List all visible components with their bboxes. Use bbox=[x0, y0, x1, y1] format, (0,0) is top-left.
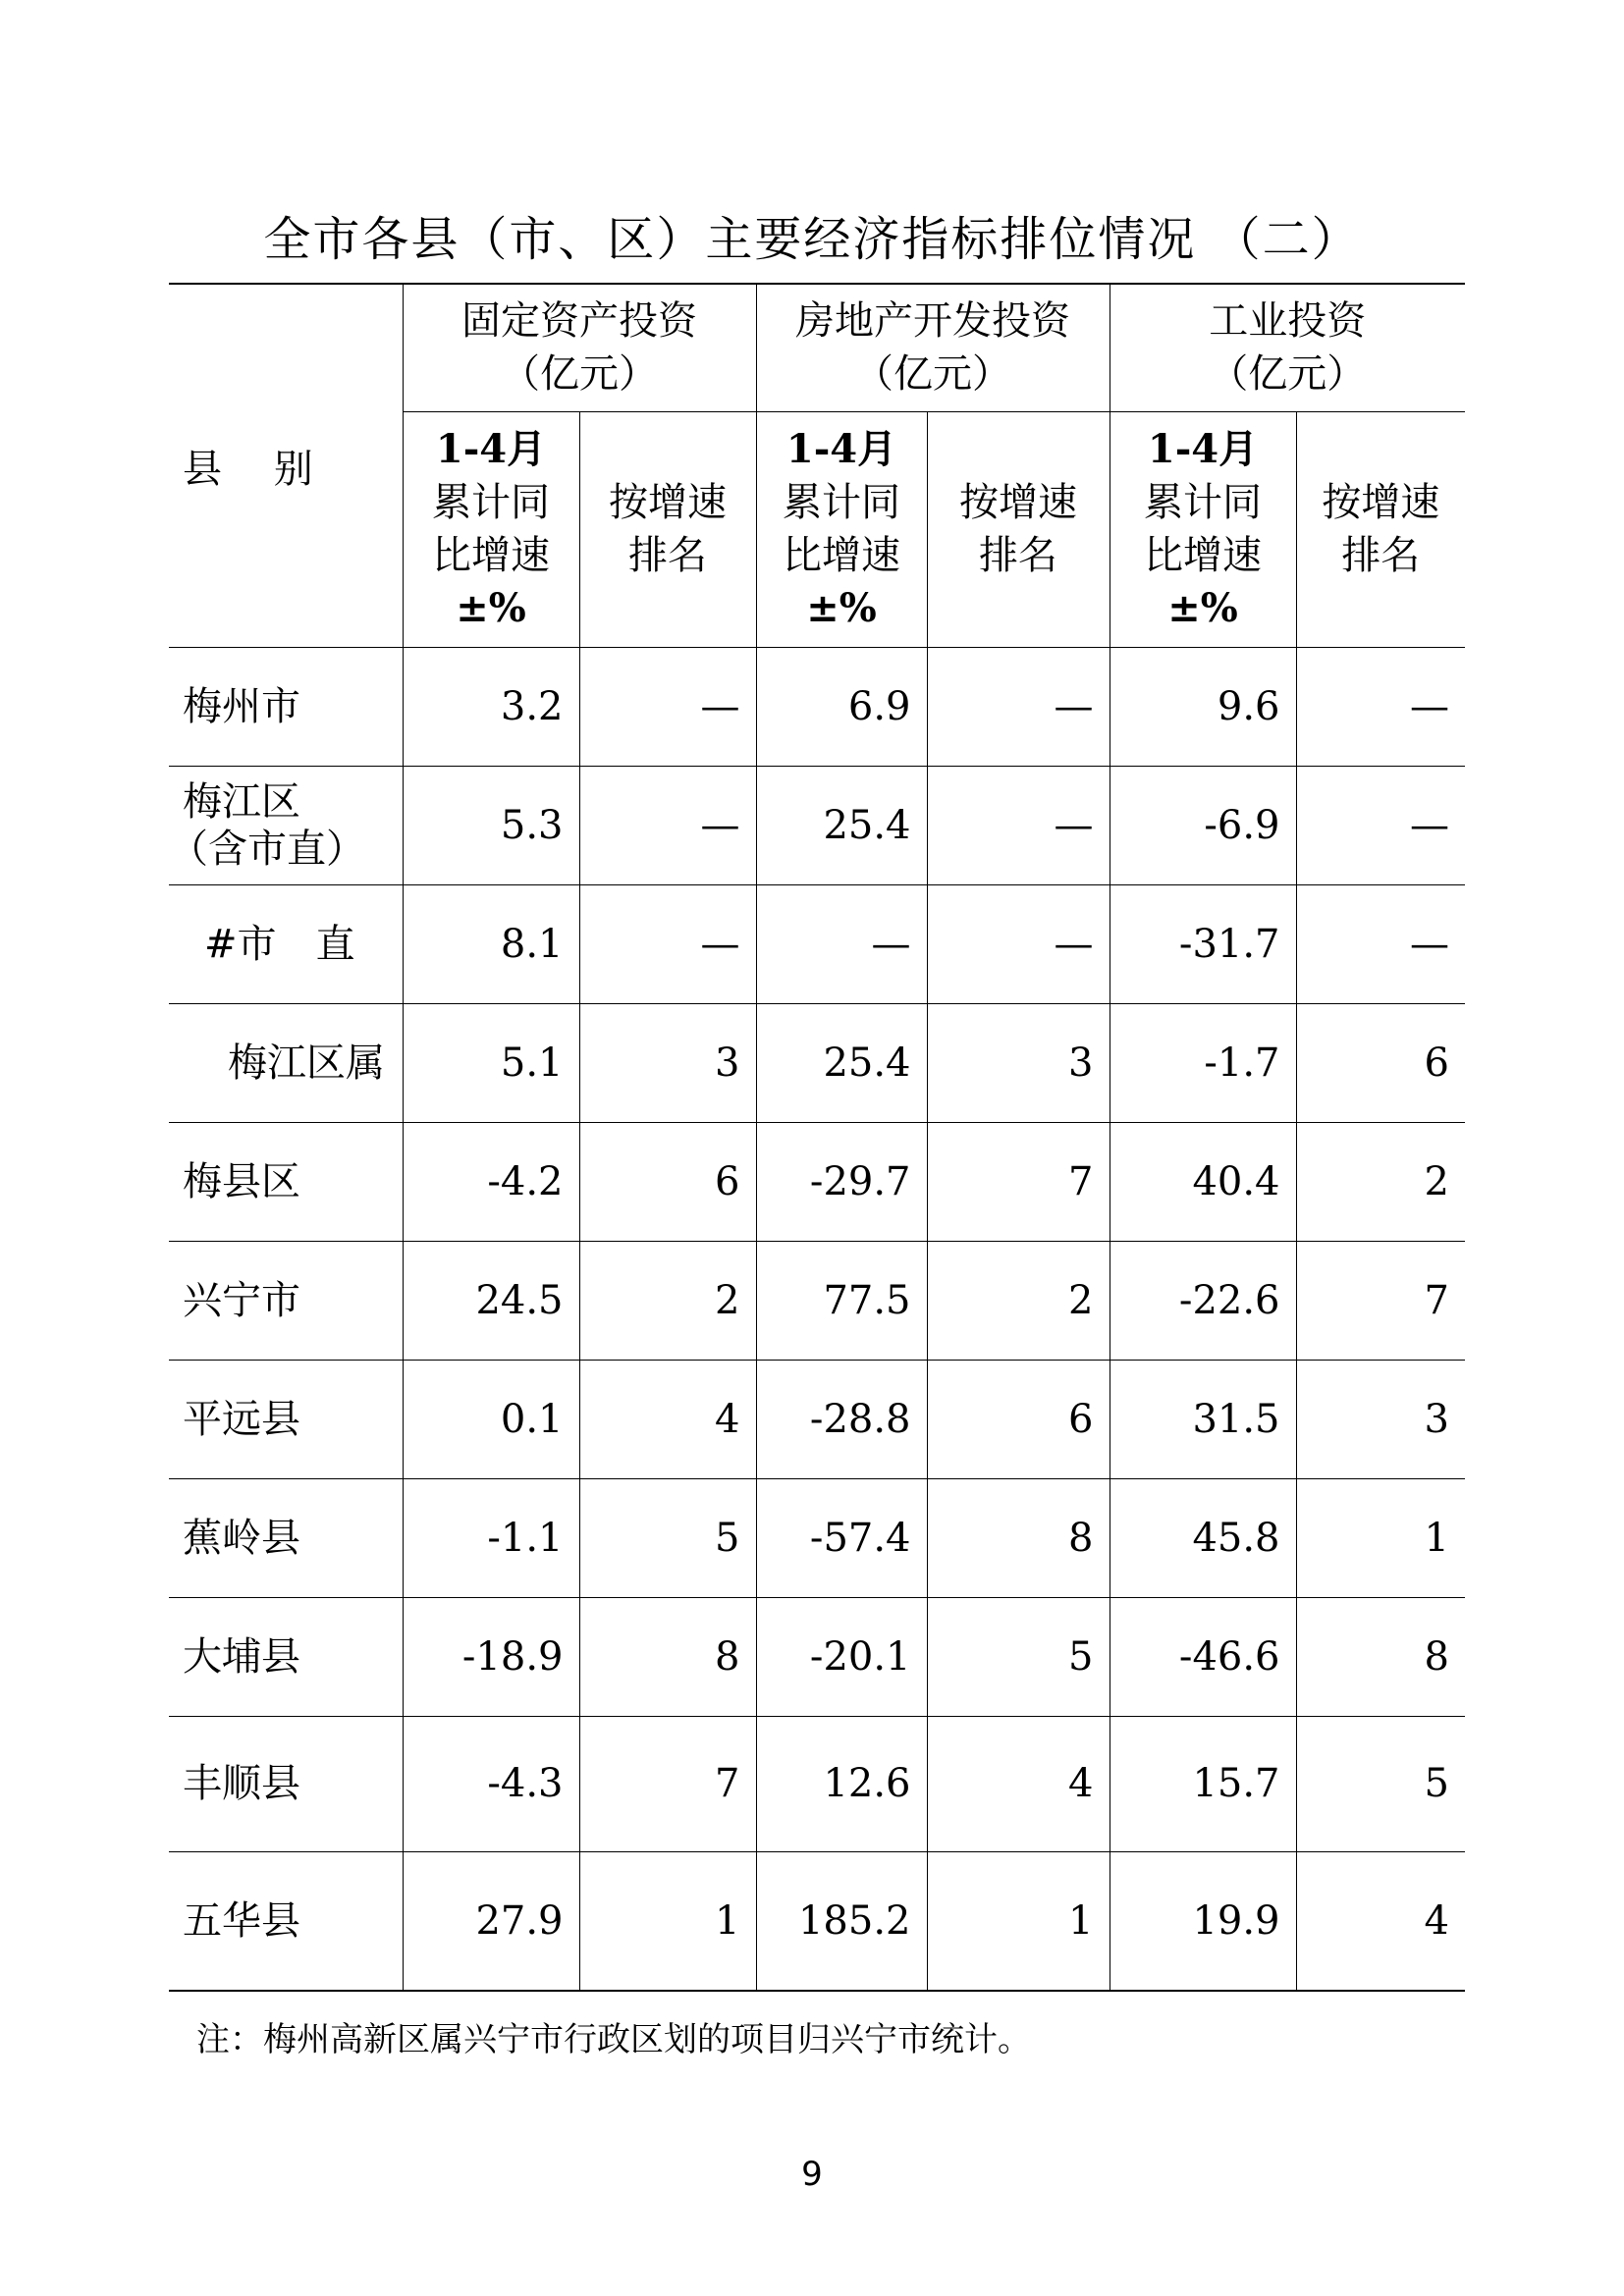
real-estate-rank: 1 bbox=[927, 1851, 1110, 1991]
table-row bbox=[169, 1003, 1465, 1122]
table-row bbox=[169, 884, 1465, 1003]
table-row bbox=[169, 647, 1465, 766]
sub-header-rank: 按增速 排名 bbox=[927, 411, 1110, 647]
industrial-growth: -6.9 bbox=[1110, 766, 1296, 884]
county-name: 梅江区属 bbox=[169, 1003, 403, 1122]
real-estate-rank: 8 bbox=[927, 1478, 1110, 1597]
real-estate-rank: 7 bbox=[927, 1122, 1110, 1241]
real-estate-growth: 6.9 bbox=[756, 647, 927, 766]
industrial-rank: 6 bbox=[1296, 1003, 1465, 1122]
real-estate-growth: 185.2 bbox=[756, 1851, 927, 1991]
real-estate-growth: 12.6 bbox=[756, 1716, 927, 1851]
fixed-asset-rank: — bbox=[579, 647, 756, 766]
industrial-growth: 19.9 bbox=[1110, 1851, 1296, 1991]
county-name: 平远县 bbox=[169, 1360, 403, 1478]
sub-header-rank: 按增速 排名 bbox=[1296, 411, 1465, 647]
real-estate-rank: — bbox=[927, 647, 1110, 766]
header-row-groups bbox=[169, 284, 1465, 411]
footnote: 注：梅州高新区属兴宁市行政区划的项目归兴宁市统计。 bbox=[196, 2020, 1031, 2059]
fixed-asset-growth: -1.1 bbox=[403, 1478, 579, 1597]
industrial-growth: 45.8 bbox=[1110, 1478, 1296, 1597]
group-header-fixed-asset: 固定资产投资 （亿元） bbox=[403, 284, 756, 411]
industrial-rank: — bbox=[1296, 647, 1465, 766]
industrial-rank: 8 bbox=[1296, 1597, 1465, 1716]
sub-header-growth: 1-4月 累计同 比增速 ±% bbox=[1110, 411, 1296, 647]
sub-header-rank: 按增速 排名 bbox=[579, 411, 756, 647]
table-row bbox=[169, 1241, 1465, 1360]
fixed-asset-rank: 6 bbox=[579, 1122, 756, 1241]
real-estate-growth: 77.5 bbox=[756, 1241, 927, 1360]
industrial-rank: 7 bbox=[1296, 1241, 1465, 1360]
fixed-asset-growth: 5.1 bbox=[403, 1003, 579, 1122]
table-row bbox=[169, 1851, 1465, 1991]
table-row bbox=[169, 1360, 1465, 1478]
real-estate-growth: -20.1 bbox=[756, 1597, 927, 1716]
county-name: #市 直 bbox=[169, 884, 403, 1003]
county-name: 丰顺县 bbox=[169, 1716, 403, 1851]
fixed-asset-rank: 2 bbox=[579, 1241, 756, 1360]
county-name: 梅州市 bbox=[169, 647, 403, 766]
real-estate-growth: 25.4 bbox=[756, 766, 927, 884]
fixed-asset-rank: 5 bbox=[579, 1478, 756, 1597]
indicator-table bbox=[169, 283, 1465, 1992]
table-row bbox=[169, 766, 1465, 884]
real-estate-rank: 4 bbox=[927, 1716, 1110, 1851]
sub-header-growth: 1-4月 累计同 比增速 ±% bbox=[403, 411, 579, 647]
county-header: 县 别 bbox=[169, 284, 403, 647]
fixed-asset-growth: 3.2 bbox=[403, 647, 579, 766]
fixed-asset-rank: 3 bbox=[579, 1003, 756, 1122]
county-name: 梅江区 （含市直） bbox=[169, 766, 403, 884]
industrial-growth: 40.4 bbox=[1110, 1122, 1296, 1241]
fixed-asset-rank: — bbox=[579, 766, 756, 884]
real-estate-rank: 5 bbox=[927, 1597, 1110, 1716]
table-row bbox=[169, 1478, 1465, 1597]
county-name: 兴宁市 bbox=[169, 1241, 403, 1360]
real-estate-rank: — bbox=[927, 884, 1110, 1003]
fixed-asset-growth: 8.1 bbox=[403, 884, 579, 1003]
county-name: 梅县区 bbox=[169, 1122, 403, 1241]
group-header-industrial: 工业投资 （亿元） bbox=[1110, 284, 1465, 411]
real-estate-growth: — bbox=[756, 884, 927, 1003]
industrial-rank: — bbox=[1296, 766, 1465, 884]
table-row bbox=[169, 1597, 1465, 1716]
sub-header-growth: 1-4月 累计同 比增速 ±% bbox=[756, 411, 927, 647]
table-row bbox=[169, 1716, 1465, 1851]
real-estate-rank: — bbox=[927, 766, 1110, 884]
industrial-rank: 3 bbox=[1296, 1360, 1465, 1478]
fixed-asset-growth: -4.3 bbox=[403, 1716, 579, 1851]
industrial-growth: 15.7 bbox=[1110, 1716, 1296, 1851]
real-estate-growth: -57.4 bbox=[756, 1478, 927, 1597]
fixed-asset-rank: 1 bbox=[579, 1851, 756, 1991]
fixed-asset-growth: -18.9 bbox=[403, 1597, 579, 1716]
county-name: 蕉岭县 bbox=[169, 1478, 403, 1597]
real-estate-growth: 25.4 bbox=[756, 1003, 927, 1122]
group-header-real-estate: 房地产开发投资 （亿元） bbox=[756, 284, 1110, 411]
real-estate-growth: -29.7 bbox=[756, 1122, 927, 1241]
industrial-growth: -46.6 bbox=[1110, 1597, 1296, 1716]
page-number: 9 bbox=[801, 2155, 823, 2194]
industrial-growth: 9.6 bbox=[1110, 647, 1296, 766]
county-name: 大埔县 bbox=[169, 1597, 403, 1716]
fixed-asset-rank: 7 bbox=[579, 1716, 756, 1851]
table-row bbox=[169, 1122, 1465, 1241]
industrial-rank: — bbox=[1296, 884, 1465, 1003]
industrial-growth: -22.6 bbox=[1110, 1241, 1296, 1360]
industrial-growth: -1.7 bbox=[1110, 1003, 1296, 1122]
industrial-rank: 4 bbox=[1296, 1851, 1465, 1991]
real-estate-rank: 2 bbox=[927, 1241, 1110, 1360]
county-name: 五华县 bbox=[169, 1851, 403, 1991]
industrial-rank: 2 bbox=[1296, 1122, 1465, 1241]
fixed-asset-rank: — bbox=[579, 884, 756, 1003]
fixed-asset-growth: -4.2 bbox=[403, 1122, 579, 1241]
page-title: 全市各县（市、区）主要经济指标排位情况 （二） bbox=[263, 212, 1361, 267]
fixed-asset-growth: 27.9 bbox=[403, 1851, 579, 1991]
fixed-asset-rank: 4 bbox=[579, 1360, 756, 1478]
real-estate-rank: 6 bbox=[927, 1360, 1110, 1478]
fixed-asset-growth: 5.3 bbox=[403, 766, 579, 884]
real-estate-rank: 3 bbox=[927, 1003, 1110, 1122]
fixed-asset-growth: 24.5 bbox=[403, 1241, 579, 1360]
industrial-rank: 1 bbox=[1296, 1478, 1465, 1597]
fixed-asset-rank: 8 bbox=[579, 1597, 756, 1716]
industrial-growth: 31.5 bbox=[1110, 1360, 1296, 1478]
fixed-asset-growth: 0.1 bbox=[403, 1360, 579, 1478]
industrial-growth: -31.7 bbox=[1110, 884, 1296, 1003]
real-estate-growth: -28.8 bbox=[756, 1360, 927, 1478]
industrial-rank: 5 bbox=[1296, 1716, 1465, 1851]
